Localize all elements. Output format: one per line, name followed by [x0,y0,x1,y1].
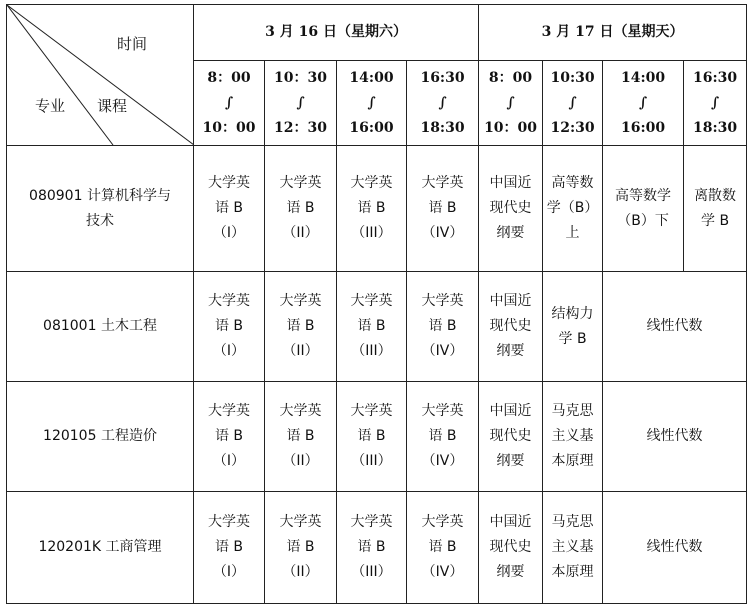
corner-label-time: 时间 [117,35,148,53]
course-cell: 大学英 语 B （I） [194,146,265,272]
time-slot: 8：00 ∫ 10：00 [479,61,543,146]
corner-label-course: 课程 [97,97,128,115]
course-cell: 马克思 主义基 本原理 [543,382,603,492]
diagonal-lines [7,5,194,145]
major-cell: 081001 土木工程 [7,272,194,382]
course-cell: 结构力 学 B [543,272,603,382]
table-row [7,492,747,604]
course-cell: 中国近 现代史 纲要 [479,382,543,492]
course-cell: 大学英 语 B （IV） [407,492,479,604]
header-corner-cell [7,5,194,146]
course-cell: 高等数学 （B）下 [603,146,684,272]
course-cell: 大学英 语 B （III） [337,382,407,492]
date-header-row [7,5,747,61]
course-cell: 离散数 学 B [684,146,747,272]
course-cell: 大学英 语 B （III） [337,492,407,604]
course-cell: 线性代数 [603,492,747,604]
course-cell: 中国近 现代史 纲要 [479,272,543,382]
table-row [7,146,747,272]
date-header-day1: 3 月 16 日（星期六） [194,5,479,61]
time-slot: 8：00 ∫ 10：00 [194,61,265,146]
course-cell: 大学英 语 B （IV） [407,272,479,382]
corner-label-major: 专业 [35,97,66,115]
table-row [7,382,747,492]
course-cell: 大学英 语 B （III） [337,272,407,382]
time-slot: 10：30 ∫ 12：30 [265,61,337,146]
course-cell: 大学英 语 B （II） [265,382,337,492]
course-cell: 马克思 主义基 本原理 [543,492,603,604]
table-row [7,272,747,382]
course-cell: 大学英 语 B （I） [194,272,265,382]
major-cell: 120201K 工商管理 [7,492,194,604]
course-cell: 大学英 语 B （III） [337,146,407,272]
course-cell: 大学英 语 B （IV） [407,382,479,492]
course-cell: 线性代数 [603,382,747,492]
course-cell: 中国近 现代史 纲要 [479,492,543,604]
course-cell: 大学英 语 B （II） [265,272,337,382]
time-slot: 14:00 ∫ 16:00 [337,61,407,146]
course-cell: 大学英 语 B （II） [265,146,337,272]
date-header-day2: 3 月 17 日（星期天） [479,5,747,61]
major-cell: 120105 工程造价 [7,382,194,492]
time-slot: 10:30 ∫ 12:30 [543,61,603,146]
course-cell: 线性代数 [603,272,747,382]
course-cell: 大学英 语 B （II） [265,492,337,604]
course-cell: 大学英 语 B （I） [194,382,265,492]
time-slot: 16:30 ∫ 18:30 [684,61,747,146]
time-slot: 14:00 ∫ 16:00 [603,61,684,146]
course-cell: 中国近 现代史 纲要 [479,146,543,272]
course-cell: 大学英 语 B （I） [194,492,265,604]
exam-schedule-table [6,4,747,604]
course-cell: 大学英 语 B （IV） [407,146,479,272]
time-slot: 16:30 ∫ 18:30 [407,61,479,146]
major-cell: 080901 计算机科学与 技术 [7,146,194,272]
course-cell: 高等数 学（B） 上 [543,146,603,272]
